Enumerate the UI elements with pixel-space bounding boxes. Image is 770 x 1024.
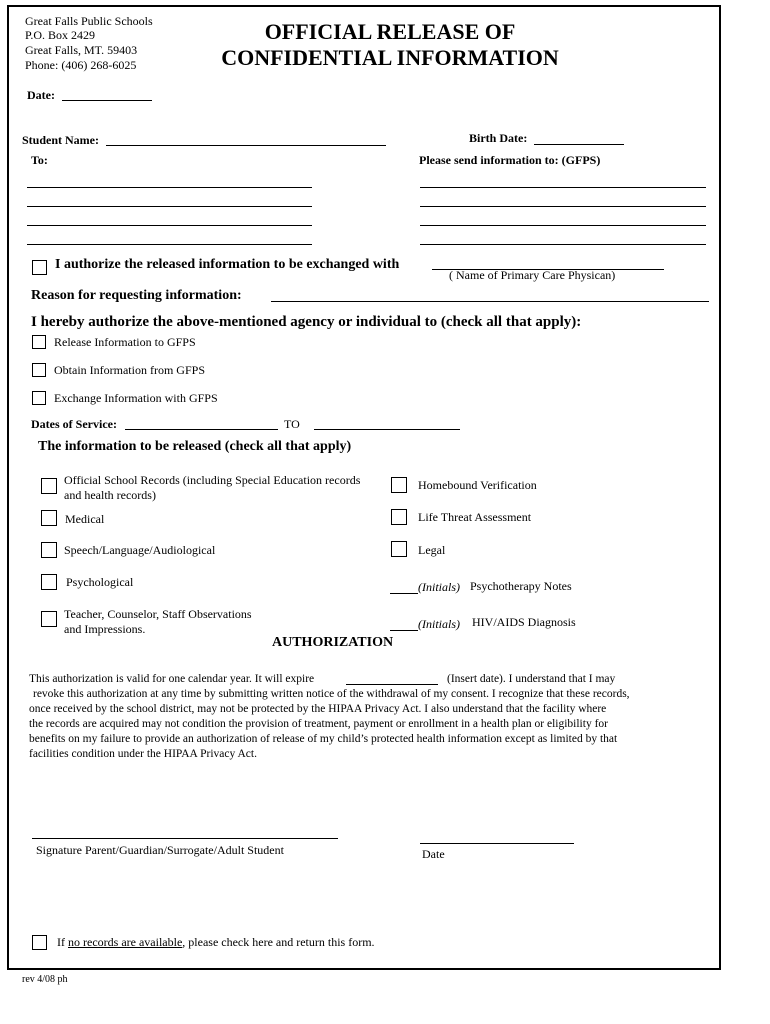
to-label: To:	[31, 153, 48, 167]
psychological-checkbox[interactable]	[41, 574, 57, 590]
po-box: P.O. Box 2429	[25, 28, 96, 42]
school-records-label-2: and health records)	[64, 488, 156, 502]
speech-label: Speech/Language/Audiological	[64, 543, 216, 557]
homebound-checkbox[interactable]	[391, 477, 407, 493]
authorization-line-5: benefits on my failure to provide an authorization of release of my child’s protected health information except as limited by that	[29, 733, 618, 745]
info-released-heading: The information to be released (check all that apply)	[38, 439, 352, 454]
signature-date-field[interactable]	[420, 843, 574, 844]
signature-field[interactable]	[32, 838, 338, 839]
authorization-line-2: revoke this authorization at any time by submitting written notice of the withdrawal of my consent. I recognize that these records,	[33, 688, 630, 700]
medical-label: Medical	[65, 512, 105, 526]
exchange-info-label: Exchange Information with GFPS	[54, 391, 218, 405]
service-start-field[interactable]	[125, 429, 278, 430]
teacher-observations-label-1: Teacher, Counselor, Staff Observations	[64, 607, 252, 621]
homebound-label: Homebound Verification	[418, 478, 537, 492]
authorization-line-6: facilities condition under the HIPAA Privacy Act.	[29, 748, 257, 760]
to-line-1[interactable]	[27, 187, 312, 188]
student-name-label: Student Name:	[22, 133, 99, 147]
legal-label: Legal	[418, 543, 446, 557]
phone: Phone: (406) 268-6025	[25, 58, 137, 72]
city-state: Great Falls, MT. 59403	[25, 43, 138, 57]
hiv-initials-field[interactable]	[390, 630, 418, 631]
send-to-line-1[interactable]	[420, 187, 706, 188]
authorization-line-4: the records are acquired may not condition the provision of treatment, payment or enrollment in a health plan or eligibility for	[29, 718, 608, 730]
service-end-field[interactable]	[314, 429, 460, 430]
school-records-checkbox[interactable]	[41, 478, 57, 494]
date-field[interactable]	[62, 100, 152, 101]
obtain-info-label: Obtain Information from GFPS	[54, 363, 205, 377]
psychotherapy-label: Psychotherapy Notes	[470, 579, 572, 593]
psychological-label: Psychological	[66, 575, 134, 589]
date-label: Date:	[27, 88, 55, 102]
authorization-heading: AUTHORIZATION	[272, 635, 394, 650]
to-line-2[interactable]	[27, 206, 312, 207]
release-info-checkbox[interactable]	[32, 335, 46, 349]
hiv-initials-label: (Initials)	[418, 617, 460, 631]
reason-field[interactable]	[271, 301, 709, 302]
to-line-3[interactable]	[27, 225, 312, 226]
send-to-line-4[interactable]	[420, 244, 706, 245]
hiv-label: HIV/AIDS Diagnosis	[472, 615, 576, 629]
page-title-line1: OFFICIAL RELEASE OF	[264, 19, 516, 44]
school-records-label-1: Official School Records (including Special Education records	[64, 473, 361, 487]
send-info-label: Please send information to: (GFPS)	[419, 153, 601, 167]
medical-checkbox[interactable]	[41, 510, 57, 526]
signature-label: Signature Parent/Guardian/Surrogate/Adult Student	[36, 843, 284, 857]
speech-checkbox[interactable]	[41, 542, 57, 558]
birth-date-label: Birth Date:	[469, 131, 528, 145]
exchange-info-checkbox[interactable]	[32, 391, 46, 405]
agency-authorize-heading: I hereby authorize the above-mentioned agency or individual to (check all that apply):	[31, 314, 582, 330]
legal-checkbox[interactable]	[391, 541, 407, 557]
no-records-label: If no records are available, please check here and return this form.	[57, 935, 375, 949]
psychotherapy-initials-field[interactable]	[390, 593, 418, 594]
authorize-exchange-label: I authorize the released information to be exchanged with	[55, 257, 400, 272]
psychotherapy-initials-label: (Initials)	[418, 580, 460, 594]
student-name-field[interactable]	[106, 145, 386, 146]
org-name: Great Falls Public Schools	[25, 14, 153, 28]
authorization-line-1: This authorization is valid for one calendar year. It will expire	[29, 673, 315, 685]
send-to-line-2[interactable]	[420, 206, 706, 207]
teacher-observations-label-2: and Impressions.	[64, 622, 146, 636]
release-info-label: Release Information to GFPS	[54, 335, 196, 349]
primary-care-sublabel: ( Name of Primary Care Physican)	[449, 268, 616, 282]
authorize-exchange-checkbox[interactable]	[32, 260, 47, 275]
signature-date-label: Date	[422, 847, 445, 861]
expire-date-field[interactable]	[346, 684, 438, 685]
to-line-4[interactable]	[27, 244, 312, 245]
no-records-checkbox[interactable]	[32, 935, 47, 950]
authorization-line-3: once received by the school district, may not be protected by the HIPAA Privacy Act. I also understand that the facility where	[29, 703, 607, 715]
obtain-info-checkbox[interactable]	[32, 363, 46, 377]
teacher-observations-checkbox[interactable]	[41, 611, 57, 627]
authorization-line-1b: (Insert date). I understand that I may	[447, 673, 616, 685]
revision-note: rev 4/08 ph	[22, 974, 68, 985]
life-threat-checkbox[interactable]	[391, 509, 407, 525]
reason-label: Reason for requesting information:	[31, 288, 242, 303]
dates-of-service-label: Dates of Service:	[31, 417, 117, 431]
dates-to-label: TO	[284, 417, 300, 431]
page-title-line2: CONFIDENTIAL INFORMATION	[221, 45, 559, 70]
birth-date-field[interactable]	[534, 144, 624, 145]
life-threat-label: Life Threat Assessment	[418, 510, 532, 524]
send-to-line-3[interactable]	[420, 225, 706, 226]
